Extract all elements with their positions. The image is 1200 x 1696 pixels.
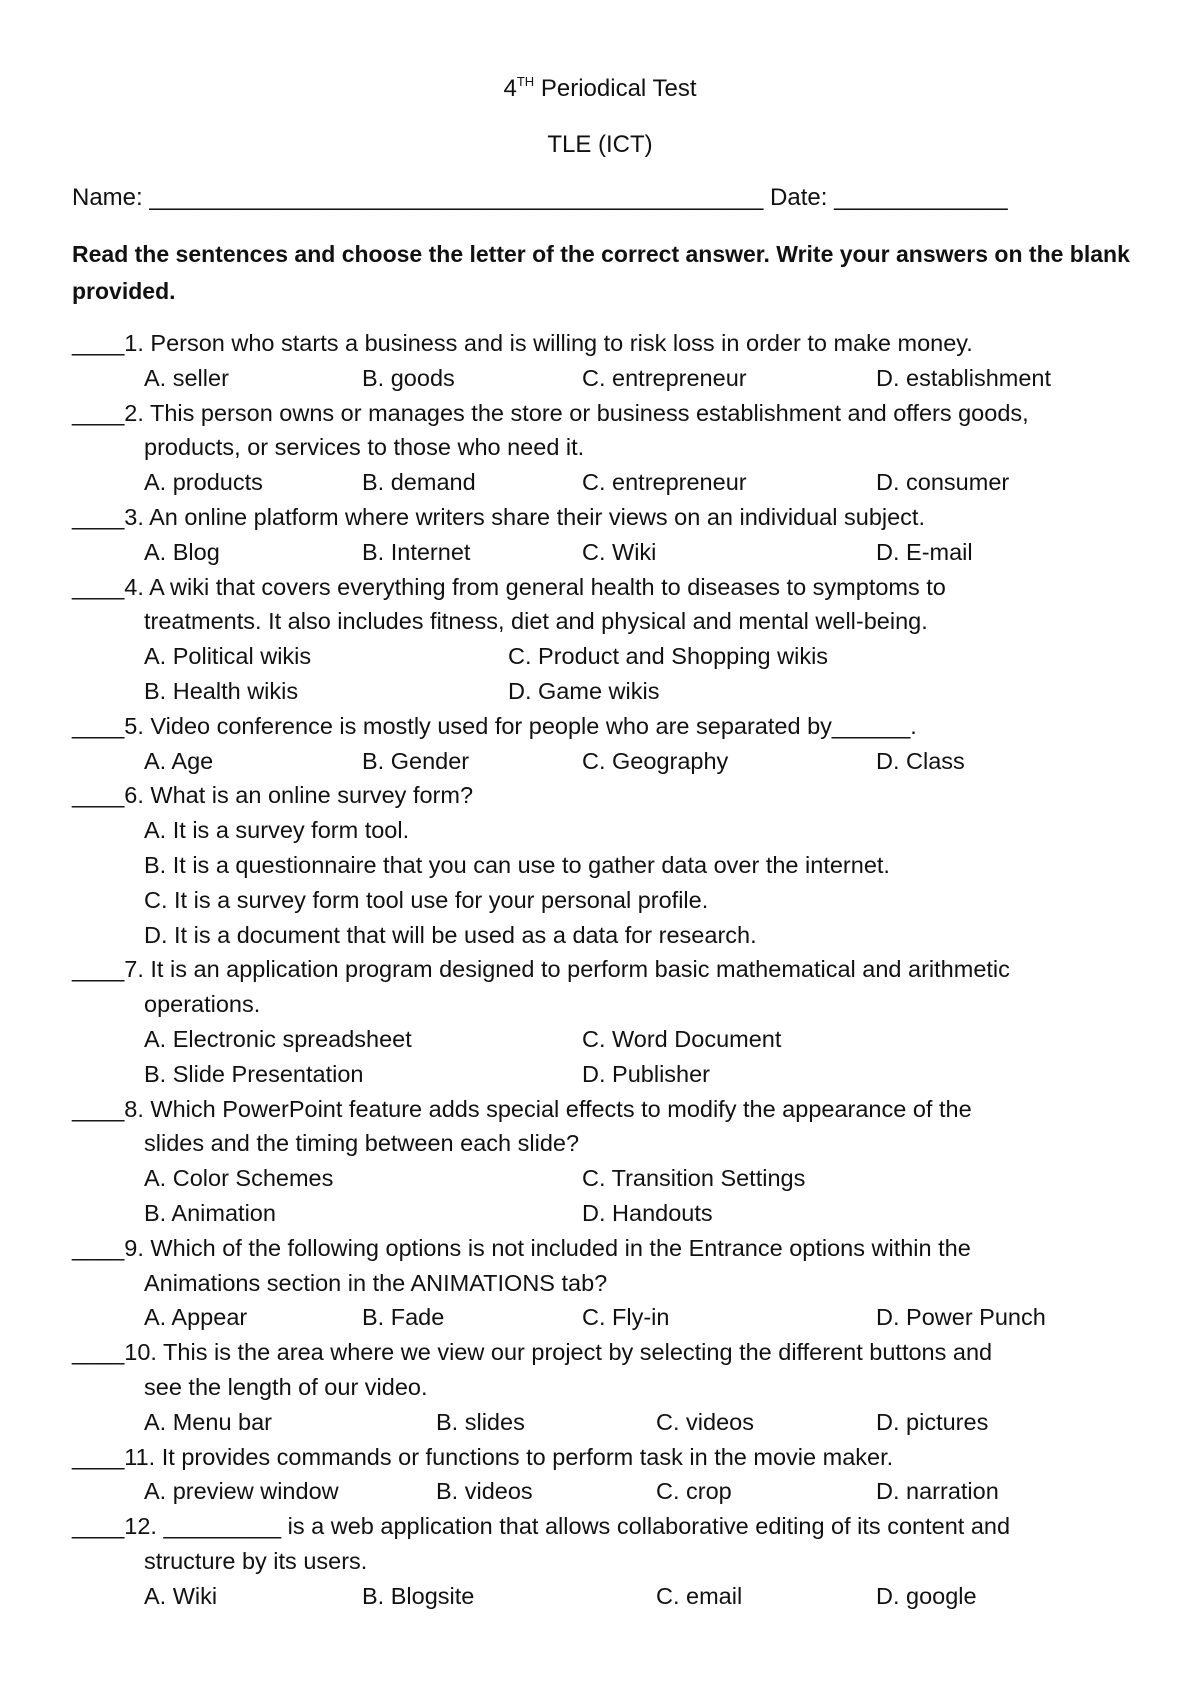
choice: D. establishment bbox=[876, 364, 1052, 391]
date-label: Date: bbox=[763, 184, 835, 211]
choices-row bbox=[72, 1405, 1152, 1440]
choice: D. It is a document that will be used as a data for research. bbox=[144, 921, 757, 948]
choice: C. Fly-in bbox=[582, 1304, 670, 1331]
choices-row bbox=[72, 361, 1152, 396]
title-number: 4 bbox=[503, 75, 517, 102]
choice: D. narration bbox=[876, 1478, 999, 1505]
question-9: ____9. Which of the following options is not included in the Entrance options within the bbox=[72, 1234, 971, 1261]
question-7: ____7. It is an application program designed to perform basic mathematical and arithmetic bbox=[72, 956, 1010, 983]
choices-row bbox=[72, 674, 1152, 709]
choice: D. Publisher bbox=[582, 1060, 710, 1087]
choice: D. pictures bbox=[876, 1408, 989, 1435]
choice: D. E-mail bbox=[876, 538, 973, 565]
choice: D. Handouts bbox=[582, 1199, 713, 1226]
choices-row bbox=[72, 1579, 1152, 1614]
choice: A. Age bbox=[144, 747, 214, 774]
question-5: ____5. Video conference is mostly used for people who are separated by______. bbox=[72, 712, 917, 739]
choice: B. slides bbox=[436, 1408, 525, 1435]
name-date-row bbox=[72, 183, 1008, 213]
choices-row bbox=[72, 1196, 1152, 1231]
choice: C. Word Document bbox=[582, 1025, 782, 1052]
question-6: ____6. What is an online survey form? bbox=[72, 782, 474, 809]
question-4: ____4. A wiki that covers everything from general health to diseases to symptoms to bbox=[72, 573, 946, 600]
choice: B. Blogsite bbox=[362, 1582, 475, 1609]
name-label: Name: bbox=[72, 184, 150, 211]
question-list bbox=[72, 326, 1152, 1613]
choice: A. Electronic spreadsheet bbox=[144, 1025, 412, 1052]
choice: C. email bbox=[656, 1582, 743, 1609]
choices-row bbox=[72, 535, 1152, 570]
question-7-continued: operations. bbox=[144, 991, 261, 1018]
choice: B. demand bbox=[362, 469, 476, 496]
choices-row bbox=[72, 639, 1152, 674]
date-blank: _____________ bbox=[834, 184, 1008, 211]
question-2: ____2. This person owns or manages the store or business establishment and offers goods, bbox=[72, 399, 1029, 426]
question-2-continued: products, or services to those who need it. bbox=[144, 434, 585, 461]
choice: B. Internet bbox=[362, 538, 471, 565]
question-3: ____3. An online platform where writers share their views on an individual subject. bbox=[72, 503, 925, 530]
choice: A. Political wikis bbox=[144, 643, 312, 670]
choice: A. seller bbox=[144, 364, 229, 391]
question-4-continued: treatments. It also includes fitness, diet and physical and mental well-being. bbox=[144, 608, 928, 635]
question-9-continued: Animations section in the ANIMATIONS tab? bbox=[144, 1269, 608, 1296]
choice: C. It is a survey form tool use for your personal profile. bbox=[144, 886, 709, 913]
choice: C. Geography bbox=[582, 747, 729, 774]
choice: C. Transition Settings bbox=[582, 1165, 806, 1192]
choices-row bbox=[72, 744, 1152, 779]
question-8: ____8. Which PowerPoint feature adds special effects to modify the appearance of the bbox=[72, 1095, 972, 1122]
question-12-continued: structure by its users. bbox=[144, 1547, 368, 1574]
choice: C. videos bbox=[656, 1408, 754, 1435]
choice: A. preview window bbox=[144, 1478, 339, 1505]
choice: B. Fade bbox=[362, 1304, 445, 1331]
title-superscript: TH bbox=[516, 74, 535, 89]
choices-row bbox=[72, 1300, 1152, 1335]
question-11: ____11. It provides commands or functions to perform task in the movie maker. bbox=[72, 1443, 894, 1470]
choice: B. goods bbox=[362, 364, 455, 391]
choices-row bbox=[72, 1161, 1152, 1196]
choices-row bbox=[72, 1022, 1152, 1057]
choice: A. Blog bbox=[144, 538, 220, 565]
question-10: ____10. This is the area where we view our project by selecting the different buttons and bbox=[72, 1339, 993, 1366]
choice: B. Health wikis bbox=[144, 677, 299, 704]
choice: A. Wiki bbox=[144, 1582, 218, 1609]
choice: A. Appear bbox=[144, 1304, 248, 1331]
choice: D. Class bbox=[876, 747, 965, 774]
choice: B. Slide Presentation bbox=[144, 1060, 364, 1087]
title-text: Periodical Test bbox=[534, 75, 697, 102]
choices-row bbox=[72, 465, 1152, 500]
question-8-continued: slides and the timing between each slide? bbox=[144, 1130, 580, 1157]
choice: D. google bbox=[876, 1582, 977, 1609]
choice: B. videos bbox=[436, 1478, 533, 1505]
instructions: Read the sentences and choose the letter of the correct answer. Write your answers on the blank provided. bbox=[72, 241, 1130, 304]
question-12: ____12. _________ is a web application that allows collaborative editing of its content and bbox=[72, 1513, 1011, 1540]
choice: D. Game wikis bbox=[508, 677, 660, 704]
choices-row bbox=[72, 1474, 1152, 1509]
choice: C. entrepreneur bbox=[582, 469, 747, 496]
choice: B. It is a questionnaire that you can use to gather data over the internet. bbox=[144, 851, 890, 878]
choice: A. It is a survey form tool. bbox=[144, 817, 410, 844]
choice: C. entrepreneur bbox=[582, 364, 747, 391]
choice: A. products bbox=[144, 469, 263, 496]
name-blank: ______________________________________________ bbox=[149, 184, 764, 211]
choice: B. Gender bbox=[362, 747, 470, 774]
choice: A. Color Schemes bbox=[144, 1165, 334, 1192]
choice: D. Power Punch bbox=[876, 1304, 1046, 1331]
choice: C. Product and Shopping wikis bbox=[508, 643, 829, 670]
question-10-continued: see the length of our video. bbox=[144, 1373, 428, 1400]
subject-title: TLE (ICT) bbox=[547, 131, 653, 158]
choice: C. Wiki bbox=[582, 538, 657, 565]
page-title bbox=[0, 74, 1200, 104]
choice: C. crop bbox=[656, 1478, 732, 1505]
question-1: ____1. Person who starts a business and is willing to risk loss in order to make money. bbox=[72, 330, 973, 356]
choice: D. consumer bbox=[876, 469, 1010, 496]
choice: A. Menu bar bbox=[144, 1408, 273, 1435]
choices-row bbox=[72, 1057, 1152, 1092]
choice: B. Animation bbox=[144, 1199, 276, 1226]
